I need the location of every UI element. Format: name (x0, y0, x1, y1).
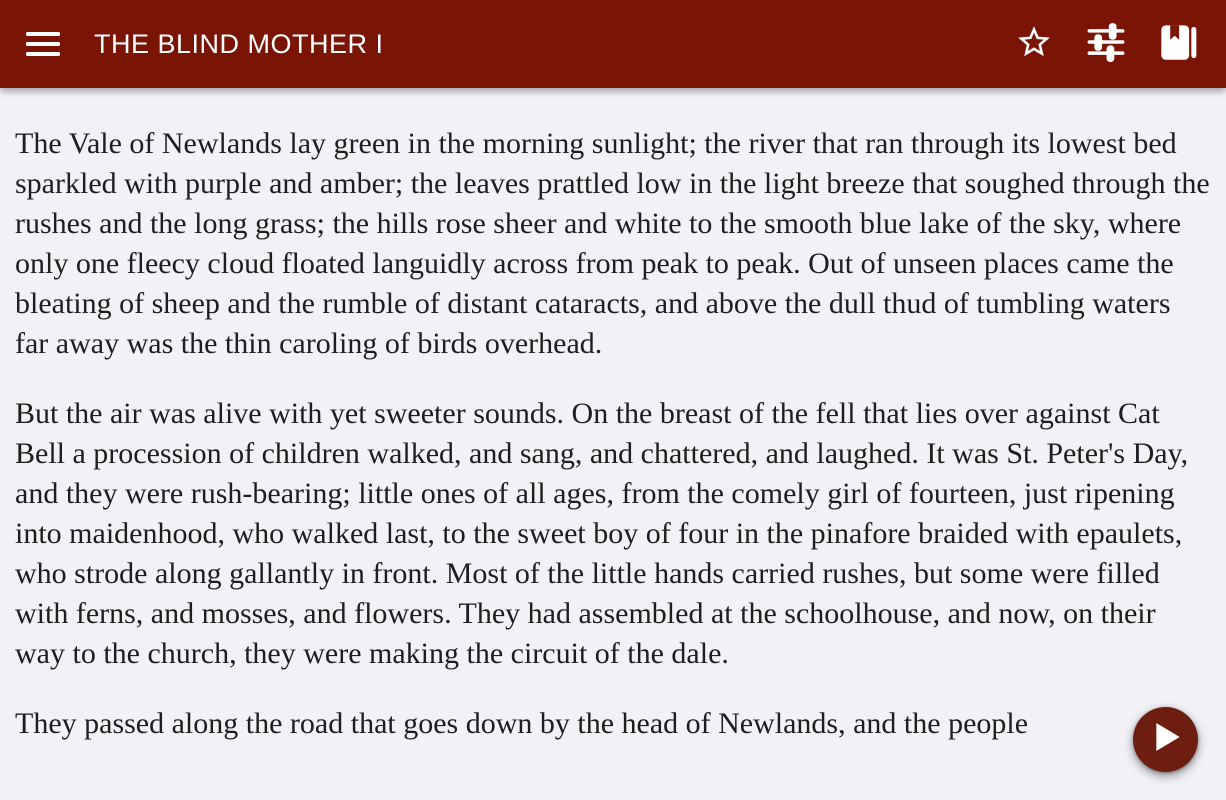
play-arrow-icon (1150, 723, 1181, 756)
paragraph-2: But the air was alive with yet sweeter sounds. On the breast of the fell that lies over against Cat Bell a procession of children walked, and sang, and chattered, and laughed. It was St. Peter's Day, and they were rush-bearing; little ones of all ages, from the comely girl of fourteen, just ripening into maidenhood, who walked last, to the sweet boy of four in the pinafore braided with epaulets, who strode along gallantly in front. Most of the little hands carried rushes, but some were filled with ferns, and mosses, and flowers. They had assembled at the schoolhouse, and now, on their way to the church, they were making the circuit of the dale. (15, 397, 1189, 670)
hamburger-bar (26, 32, 60, 36)
hamburger-menu-icon[interactable] (26, 30, 60, 58)
page-title: THE BLIND MOTHER I (94, 28, 384, 59)
play-fab-button[interactable] (1133, 707, 1198, 772)
paragraph-3: They passed along the road that goes down by the head of Newlands, and the people (15, 707, 1029, 740)
book-bookmark-icon (1158, 22, 1198, 67)
reader-paragraphs (15, 124, 1211, 744)
app-bar (0, 0, 1226, 88)
favorite-button[interactable] (1012, 22, 1056, 66)
bookmarks-button[interactable] (1156, 22, 1200, 66)
hamburger-bar (26, 52, 60, 56)
star-outline-icon (1015, 23, 1053, 66)
hamburger-bar (26, 42, 60, 46)
reader-content[interactable] (0, 88, 1226, 744)
display-settings-button[interactable] (1084, 22, 1128, 66)
sliders-tune-icon (1086, 22, 1126, 67)
paragraph-1: The Vale of Newlands lay green in the morning sunlight; the river that ran through its lowest bed sparkled with purple and amber; the leaves prattled low in the light breeze that soughed through the rushes and the long grass; the hills rose sheer and white to the smooth blue lake of the sky, where only one fleecy cloud floated languidly across from peak to peak. Out of unseen places came the bleating of sheep and the rumble of distant cataracts, and above the dull thud of tumbling waters far away was the thin caroling of birds overhead. (15, 127, 1210, 360)
